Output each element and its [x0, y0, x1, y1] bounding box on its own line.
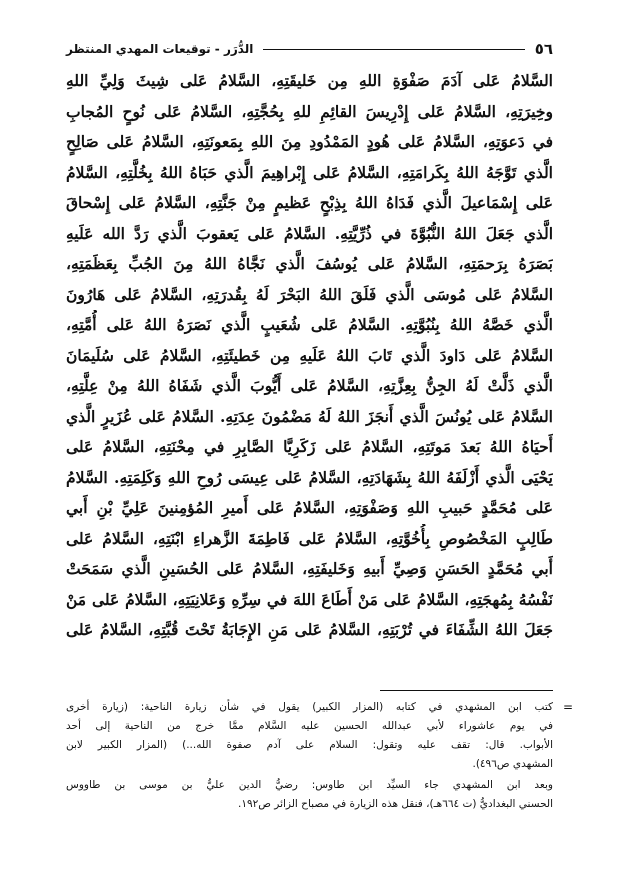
footnote-separator [380, 690, 553, 691]
header-rule [263, 49, 524, 50]
body-line: أَبي مُحَمَّدٍ الحَسَنِ وَصِيِّ أَبيهِ وَخَليفَتِهِ، السَّلامُ عَلى الحُسَينِ الَّذي سَمَحَتْ [66, 559, 553, 578]
body-line: السَّلامُ عَلى دَاودَ الَّذي تَابَ اللهُ عَلَيهِ مِن خَطيئَتِهِ، السَّلامُ عَلى سُلَيمَانَ [66, 345, 553, 365]
body-line: بَصَرَهُ بِرَحمَتِهِ، السَّلامُ عَلى يُوسُفَ الَّذي نَجَّاهُ اللهُ مِنَ الجُبِّ بِعَظَمَتِهِ، [66, 254, 553, 273]
running-title: الدُّرَر - توقيعات المهدي المنتظر [66, 42, 254, 56]
body-line: عَلى مُحَمَّدٍ حَبيبِ اللهِ وَصَفْوَتِهِ، السَّلامُ عَلى أَميرِ المُؤمِنينَ عَلِيِّ بْنِ أَبي [66, 498, 553, 517]
footnote-2 [66, 776, 553, 814]
body-line: السَّلامُ عَلى آدَمَ صَفْوَةِ اللهِ مِن خَليقَتِهِ، السَّلامُ عَلى شِيثَ وَلِيِّ اللهِ [66, 71, 553, 90]
page-header [66, 36, 553, 62]
body-line: في دَعوَتِهِ، السَّلامُ عَلى هُودٍ المَمْدُودِ مِنَ اللهِ بِمَعونَتِهِ، السَّلامُ عَلى صَالِحٍ [66, 132, 553, 151]
body-line: الَّذي جَعَلَ اللهُ النُّبُوَّةَ في ذُرِّيَّتِهِ. السَّلامُ عَلى يَعقوبَ الَّذي رَدَّ الله عَلَيهِ [66, 223, 553, 243]
body-line: يَحْيَى الَّذي أَزْلَفَهُ اللهُ بِشَهَادَتِهِ، السَّلامُ عَلى عِيسَى رُوحِ اللهِ وَكَلِمَتِهِ. السَّلامُ [66, 467, 553, 487]
footnote-line: في يوم عاشوراء لأبي عبدالله الحسين عليه السَّلام ممَّا خرج من الناحية إلى أحد [66, 720, 553, 732]
body-line: أَحيَاهُ اللهُ بَعدَ مَوتَتِهِ، السَّلامُ عَلى زَكَرِيَّا الصَّابِرِ في مِحْنَتِهِ، السَّلامُ عَلى [66, 437, 553, 456]
footnote-line: الحسني البغداديُّ (ت ٦٦٤هـ)، فنقل هذه الزيارة في مصباح الزائر ص١٩٢. [238, 798, 553, 810]
footnote-marker: = [562, 700, 573, 714]
footnote-line: المشهدي ص٤٩٦). [472, 758, 553, 770]
body-line: وخِيرَتِهِ، السَّلامُ عَلى إِدْرِيسَ القائِمِ للهِ بِحُجَّتِهِ، السَّلامُ عَلى نُوحٍ المُجابِ [66, 101, 553, 121]
footnote-line: وبعد ابن المشهدي جاء السيِّد ابن طاوس: رضيُّ الدين عليُّ بن موسى بن طاووس [66, 779, 553, 791]
body-line: الَّذي ذَلَّتْ لَهُ الجِنُّ بِعِزَّتِهِ، السَّلامُ عَلى أَيُّوبَ الَّذي شَفَاهُ اللهُ مِنْ عِلَّتِهِ، [66, 376, 553, 395]
page-number: ٥٦ [534, 40, 553, 58]
main-text [66, 66, 553, 646]
body-line: السَّلامُ عَلى يُونُسَ الَّذي أَنجَزَ اللهُ لَهُ مَضْمُونَ عِدَتِهِ. السَّلامُ عَلى عُزَيرٍ الَّذي [66, 406, 553, 426]
body-line: السَّلامُ عَلى مُوسَى الَّذي فَلَقَ اللهُ البَحْرَ لَهُ بِقُدرَتِهِ، السَّلامُ عَلى هَارُونَ [66, 284, 553, 304]
body-line: الَّذي تَوَّجَهُ اللهُ بِكَرامَتِهِ، السَّلامُ عَلى إِبْراهِيمَ الَّذي حَبَاهُ اللهُ بِخُلَّتِهِ، السَّلامُ [66, 162, 553, 182]
body-line: طَالِبٍ المَخْصُوصِ بِأُخُوَّتِهِ، السَّلامُ عَلى فَاطِمَةَ الزَّهراءِ ابْنَتِهِ، السَّلامُ عَلى [66, 528, 553, 548]
footnote-line: كتب ابن المشهدي في كتابه (المزار الكبير) يقول في شأن زيارة الناحية: (زيارة أخرى [66, 701, 553, 713]
footnotes [66, 698, 573, 814]
body-line: جَعَلَ اللهُ الشِّفَاءَ في تُرْبَتِهِ، السَّلامُ عَلى مَنِ الإِجَابَةُ تَحْتَ قُبَّتِهِ، السَّلامُ عَلى [66, 620, 553, 639]
body-line: عَلى إِسْمَاعيلَ الَّذي فَدَاهُ اللهُ بِذِبْحٍ عَظيمٍ مِنْ جَنَّتِهِ، السَّلامُ عَلى إِسْحاقَ [66, 193, 553, 212]
body-line: الَّذي خَصَّهُ اللهُ بِنُبُوَّتِهِ. السَّلامُ عَلى شُعَيبٍ الَّذي نَصَرَهُ اللهُ عَلى أُمَّتِهِ، [66, 315, 553, 334]
footnote-1 [66, 698, 573, 774]
body-line: نَفْسُهُ بِمُهجَتِهِ، السَّلامُ عَلى مَنْ أَطَاعَ اللهَ في سِرِّهِ وَعَلانِيَتِهِ، السَّلامُ عَلى مَنْ [66, 589, 553, 609]
footnote-line: الأبواب. قال: تقف عليه وتقول: السلام على آدم صفوة الله...) (المزار الكبير لابن [66, 739, 553, 751]
